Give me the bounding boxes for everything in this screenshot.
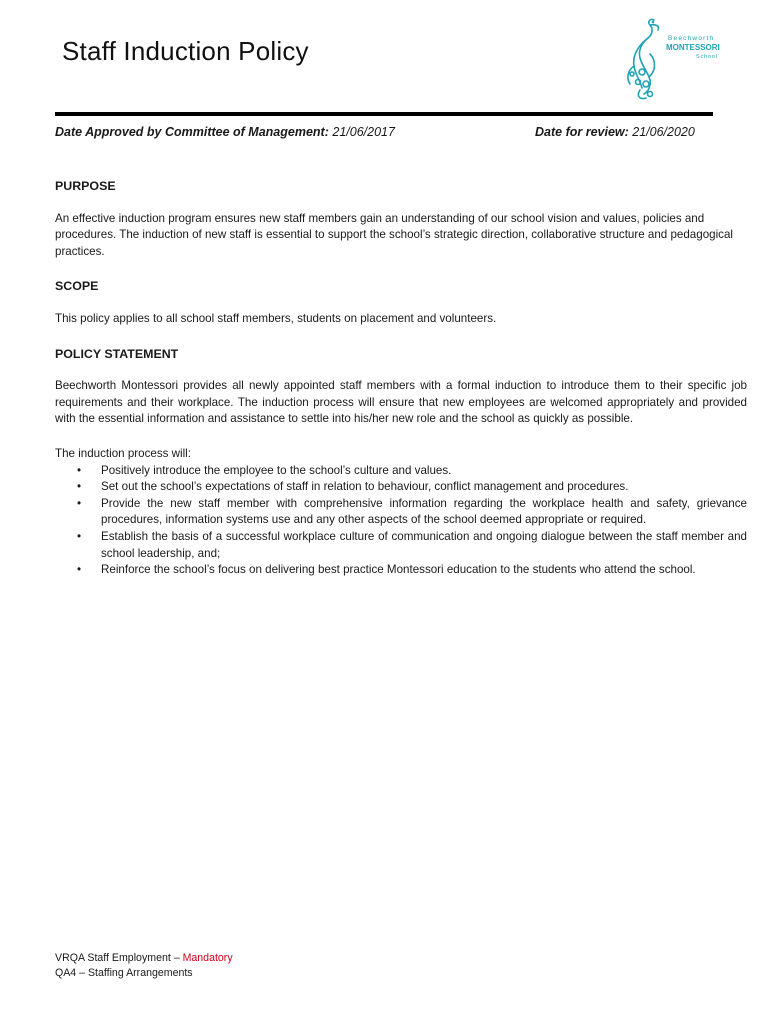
page-title: Staff Induction Policy (62, 36, 309, 66)
header-divider (55, 112, 713, 116)
footer-regulation: VRQA Staff Employment – (55, 952, 183, 964)
list-item-text: Establish the basis of a successful workplace culture of communication and ongoing dialogue between the staff member and school leadership, and; (101, 529, 747, 560)
policy-body (55, 178, 747, 579)
bullet-icon: • (77, 529, 82, 543)
purpose-heading: PURPOSE (55, 179, 116, 193)
approval-date (55, 125, 395, 139)
footer-line-2: QA4 – Staffing Arrangements (55, 967, 193, 979)
list-item (55, 463, 747, 480)
approval-date-label: Date Approved by Committee of Management: (55, 125, 329, 139)
logo-line3: School (696, 54, 718, 60)
footer-line-1 (55, 951, 233, 966)
review-date-value: 21/06/2020 (632, 125, 695, 139)
logo-line2: MONTESSORI (666, 43, 720, 52)
review-date (535, 125, 695, 139)
list-item-text: Set out the school’s expectations of staff in relation to behaviour, conflict management and procedures. (101, 480, 629, 494)
scope-heading: SCOPE (55, 279, 99, 294)
purpose-text: An effective induction program ensures new staff members gain an understanding of our school vision and values, policies and procedures. The induction of new staff is essential to support the school’s strategic direction, collaborative structure and pedagogical practices. (55, 211, 733, 258)
approval-date-value: 21/06/2017 (332, 125, 395, 139)
list-item (55, 562, 747, 579)
list-item-text: Positively introduce the employee to the school’s culture and values. (101, 463, 452, 477)
list-item (55, 529, 747, 562)
peacock-eye-icon (652, 21, 655, 24)
bullet-icon: • (77, 563, 82, 577)
policy-statement-text: Beechworth Montessori provides all newly appointed staff members with a formal induction to introduce them to their specific job requirements and their workplace. The induction process will ensure that new employees are welcomed appropriately and provided with the essential information and assistance to settle into his/her new role and the school as quickly as possible. (55, 379, 747, 426)
policy-statement-heading: POLICY STATEMENT (55, 346, 179, 361)
list-item (55, 496, 747, 529)
bullet-icon: • (77, 480, 82, 494)
list-item-text: Reinforce the school’s focus on delivering best practice Montessori education to the students who attend the school. (101, 563, 696, 577)
mandatory-label: Mandatory (182, 952, 233, 964)
induction-intro: The induction process will: (55, 446, 191, 460)
list-item-text: Provide the new staff member with comprehensive information regarding the workplace health and safety, grievance procedures, information systems use and any other aspects of the school deemed appropriate or required. (101, 496, 747, 527)
footer (55, 951, 233, 981)
logo-line1: Beechworth (668, 35, 715, 42)
bullet-icon: • (77, 463, 82, 477)
scope-text: This policy applies to all school staff members, students on placement and volunteers. (55, 311, 497, 325)
review-date-label: Date for review: (535, 125, 629, 139)
bullet-icon: • (77, 496, 82, 510)
induction-list (55, 463, 747, 579)
list-item (55, 479, 747, 496)
beechworth-montessori-logo (620, 14, 730, 102)
